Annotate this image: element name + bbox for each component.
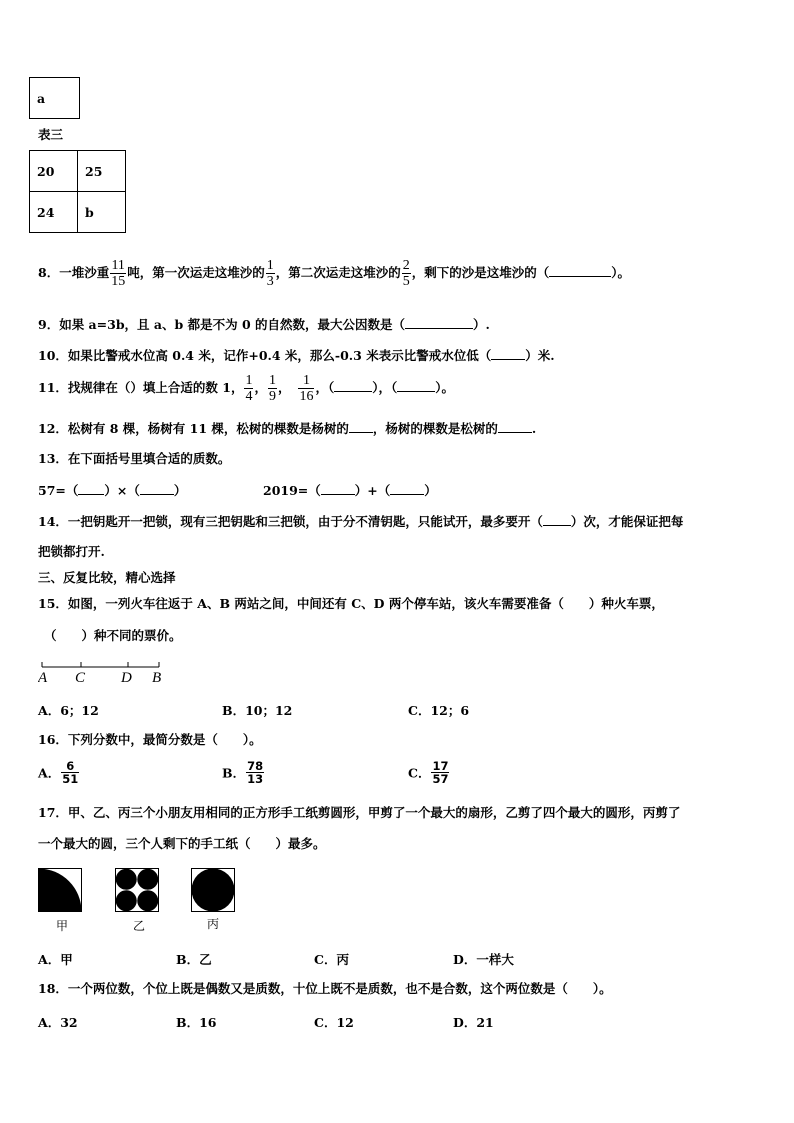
table-one [29, 77, 80, 119]
section-heading: 三、反复比较，精心选择 [38, 570, 176, 585]
station-label-a: A [38, 670, 48, 686]
table-cell: 25 [78, 151, 126, 192]
option-b[interactable]: B．16 [176, 1015, 217, 1030]
table-cell: b [78, 192, 126, 233]
paper-cut-figures [38, 868, 258, 918]
station-label-b: B [152, 670, 162, 686]
question-18: 18．一个两位数，个位上既是偶数又是质数，十位上既不是质数，也不是合数，这个两位数是（ ）。 [38, 981, 612, 996]
question-9: 9．如果 a=3b，且 a、b 都是不为 0 的自然数，最大公因数是（ ）. [38, 317, 490, 332]
answer-blank[interactable] [498, 420, 532, 433]
option-c[interactable]: C．12；6 [408, 703, 470, 718]
answer-blank[interactable] [491, 347, 525, 360]
figure-jia [39, 869, 82, 912]
table-three-label: 表三 [38, 127, 64, 142]
caption-jia: 甲 [56, 919, 69, 933]
answer-blank[interactable] [549, 264, 611, 277]
question-13-equation-1: 57=（ ）×（ ） [38, 483, 187, 498]
question-8: 8．一堆沙重 $\frac{11}{15}$ 吨，第一次运走这堆沙的 $\frac{1}{3}$ ，第二次运走这堆沙的 $\frac{2}{5}$ ，剩下的沙是这堆沙的（ ）。 [38, 258, 631, 289]
answer-blank[interactable] [140, 482, 174, 495]
fraction: $\frac{6}{51}$ [62, 759, 79, 786]
question-13-equation-2: 2019=（ ）+（ ） [263, 483, 437, 498]
answer-blank[interactable] [543, 513, 571, 526]
question-12: 12．松树有 8 棵，杨树有 11 棵，松树的棵数是杨树的 ，杨树的棵数是松树的 . [38, 421, 537, 436]
fraction: $\frac{1}{16}$ [299, 373, 314, 404]
option-a[interactable]: A．6；12 [38, 703, 99, 718]
option-a[interactable]: A．甲 [38, 952, 73, 967]
table-cell: a [30, 78, 80, 119]
fraction: $\frac{17}{57}$ [432, 759, 449, 786]
fraction: $\frac{1}{4}$ [245, 373, 253, 404]
option-c[interactable]: C．丙 [314, 952, 349, 967]
question-13: 13．在下面括号里填合适的质数。 [38, 451, 231, 466]
option-c[interactable]: C． $\frac{17}{57}$ [408, 759, 449, 786]
station-label-c: C [75, 670, 86, 686]
option-c[interactable]: C．12 [314, 1015, 354, 1030]
question-10: 10．如果比警戒水位高 0.4 米，记作+0.4 米，那么-0.3 米表示比警戒水位低（ ）米. [38, 348, 555, 363]
table-three [29, 150, 126, 233]
question-14-line-2: 把锁都打开. [38, 544, 105, 559]
question-16: 16．下列分数中，最简分数是（ ）。 [38, 732, 262, 747]
answer-blank[interactable] [321, 482, 355, 495]
answer-blank[interactable] [405, 316, 473, 329]
answer-blank[interactable] [397, 379, 435, 392]
option-b[interactable]: B．10；12 [222, 703, 293, 718]
table-cell: 24 [30, 192, 78, 233]
option-a[interactable]: A． $\frac{6}{51}$ [38, 759, 79, 786]
answer-blank[interactable] [334, 379, 372, 392]
answer-blank[interactable] [390, 482, 424, 495]
question-11: 11．找规律在（）填上合适的数 1， $\frac{1}{4}$ ， $\frac{1}{9}$ ， $\frac{1}{16}$ ，（ ），（ ）。 [38, 373, 455, 404]
question-14: 14．一把钥匙开一把锁，现有三把钥匙和三把锁，由于分不清钥匙，只能试开，最多要开（ ）次，才能保证把每 [38, 514, 684, 529]
fraction: $\frac{78}{13}$ [247, 759, 264, 786]
option-b[interactable]: B．乙 [176, 952, 212, 967]
answer-blank[interactable] [78, 482, 104, 495]
option-d[interactable]: D．一样大 [453, 952, 514, 967]
question-17: 17．甲、乙、丙三个小朋友用相同的正方形手工纸剪圆形，甲剪了一个最大的扇形，乙剪了四个最大的圆形，丙剪了 [38, 805, 681, 820]
fraction: $\frac{2}{5}$ [402, 258, 410, 289]
station-label-d: D [121, 670, 132, 686]
answer-blank[interactable] [349, 420, 373, 433]
question-17-line-2: 一个最大的圆，三个人剩下的手工纸（ ）最多。 [38, 836, 326, 851]
option-d[interactable]: D．21 [453, 1015, 494, 1030]
table-cell: 20 [30, 151, 78, 192]
option-b[interactable]: B． $\frac{78}{13}$ [222, 759, 264, 786]
caption-bing: 丙 [207, 917, 220, 931]
fraction: $\frac{11}{15}$ [111, 258, 126, 289]
figure-yi [116, 869, 159, 912]
station-number-line [38, 658, 178, 688]
fraction: $\frac{1}{3}$ [266, 258, 274, 289]
question-15: 15．如图，一列火车往返于 A、B 两站之间，中间还有 C、D 两个停车站，该火车需要准备（ ）种火车票， [38, 596, 664, 611]
caption-yi: 乙 [133, 919, 146, 933]
option-a[interactable]: A．32 [38, 1015, 78, 1030]
question-15-line-2: （ ）种不同的票价。 [44, 628, 182, 643]
figure-bing [192, 869, 235, 912]
fraction: $\frac{1}{9}$ [268, 373, 276, 404]
